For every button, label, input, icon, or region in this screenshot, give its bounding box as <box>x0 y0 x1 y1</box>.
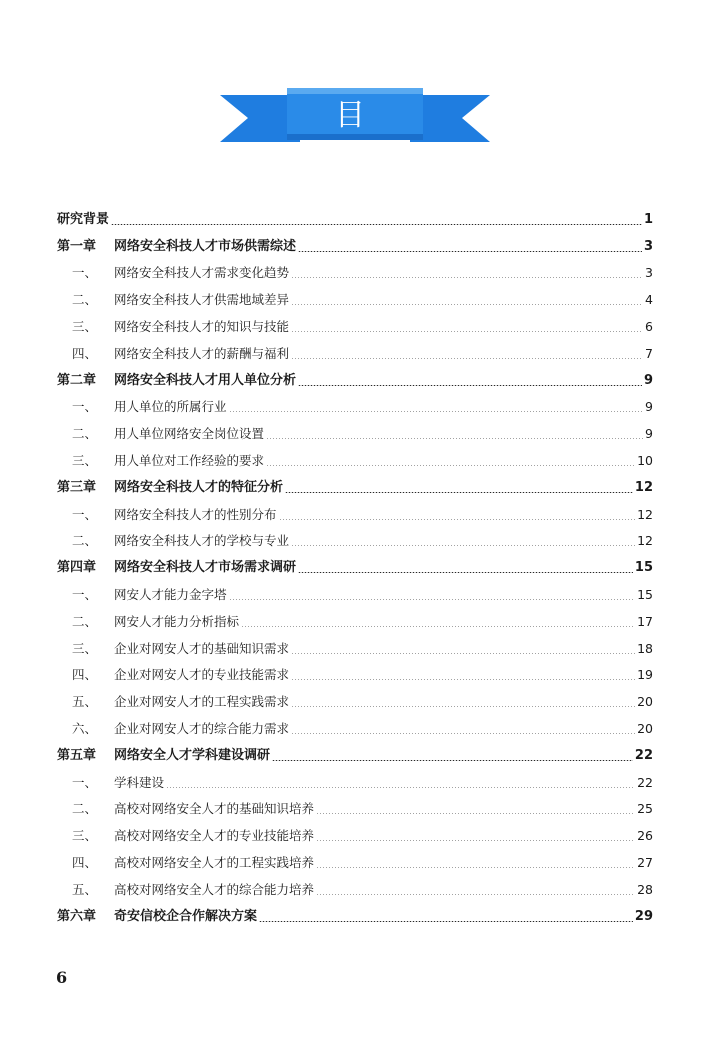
toc-section-entry[interactable] <box>57 871 653 898</box>
toc-entry-page: 25 <box>637 801 653 817</box>
page-number: 6 <box>56 968 68 987</box>
toc-entry-number: 第三章 <box>57 479 97 495</box>
toc-entry-page: 4 <box>645 292 653 308</box>
toc-entry-title: 奇安信校企合作解决方案 <box>114 908 258 924</box>
dot-leader <box>279 519 636 520</box>
toc-entry-number: 三、 <box>72 452 98 468</box>
dot-leader <box>229 599 636 600</box>
toc-entry-title: 学科建设 <box>114 774 165 790</box>
toc-entry-page: 9 <box>643 372 653 388</box>
toc-entry-title: 网络安全科技人才供需地域差异 <box>114 292 290 308</box>
toc-section-entry[interactable] <box>57 603 653 630</box>
toc-entry-title: 企业对网安人才的工程实践需求 <box>114 694 290 710</box>
toc-entry-page: 17 <box>637 613 653 629</box>
ribbon-highlight <box>287 88 423 94</box>
toc-entry-title: 高校对网络安全人才的工程实践培养 <box>114 854 315 870</box>
toc-entry-title: 网络安全科技人才需求变化趋势 <box>114 265 290 281</box>
toc-entry-page: 28 <box>637 881 653 897</box>
toc-entry-number: 一、 <box>72 774 98 790</box>
toc-entry-number: 五、 <box>72 694 98 710</box>
toc-entry-page: 22 <box>634 747 653 763</box>
dot-leader <box>266 465 635 466</box>
toc-entry-title: 网络安全科技人才的性别分布 <box>114 506 277 522</box>
toc-entry-page: 27 <box>637 854 653 870</box>
toc-entry-page: 15 <box>634 560 653 576</box>
toc-entry-page: 19 <box>637 667 653 683</box>
dot-leader <box>298 251 642 252</box>
toc-entry-page: 22 <box>637 774 653 790</box>
toc-entry-number: 二、 <box>72 613 98 629</box>
toc-entry-page: 12 <box>637 506 653 522</box>
toc-section-entry[interactable] <box>57 415 653 442</box>
toc-entry-number: 一、 <box>72 399 98 415</box>
toc-entry-title: 研究背景 <box>57 211 110 227</box>
toc-entry-title: 用人单位的所属行业 <box>114 399 227 415</box>
toc-entry-page: 7 <box>645 345 653 361</box>
toc-section-entry[interactable] <box>57 764 653 791</box>
dot-leader <box>298 385 642 386</box>
toc-chapter-entry[interactable] <box>57 228 653 255</box>
toc-entry-number: 第五章 <box>57 747 97 763</box>
dot-leader <box>241 626 635 627</box>
toc-entry-title: 网络安全人才学科建设调研 <box>114 747 271 763</box>
toc-section-entry[interactable] <box>57 308 653 335</box>
toc-entry-title: 高校对网络安全人才的专业技能培养 <box>114 828 315 844</box>
toc-entry-title: 企业对网安人才的专业技能需求 <box>114 667 290 683</box>
toc-entry-title: 网安人才能力分析指标 <box>114 613 240 629</box>
toc-chapter-entry[interactable] <box>57 469 653 496</box>
toc-entry-title: 网络安全科技人才市场供需综述 <box>114 238 297 254</box>
toc-chapter-entry[interactable] <box>57 362 653 389</box>
dot-leader <box>272 760 633 761</box>
toc-entry-number: 四、 <box>72 667 98 683</box>
dot-leader <box>229 411 643 412</box>
toc-section-entry[interactable] <box>57 335 653 362</box>
toc-section-entry[interactable] <box>57 791 653 818</box>
dot-leader <box>291 733 635 734</box>
toc-entry-number: 五、 <box>72 881 98 897</box>
toc-entry-page: 20 <box>637 720 653 736</box>
toc-entry-title: 网安人才能力金字塔 <box>114 586 227 602</box>
toc-entry-title: 用人单位网络安全岗位设置 <box>114 426 265 442</box>
dot-leader <box>266 438 643 439</box>
toc-section-entry[interactable] <box>57 710 653 737</box>
dot-leader <box>316 813 635 814</box>
toc-entry-page: 12 <box>637 533 653 549</box>
toc-entry-title: 网络安全科技人才的学校与专业 <box>114 533 290 549</box>
toc-entry-number: 三、 <box>72 318 98 334</box>
toc-entry-page: 3 <box>645 265 653 281</box>
toc-entry-title: 网络安全科技人才用人单位分析 <box>114 372 297 388</box>
toc-entry-page: 26 <box>637 828 653 844</box>
toc-chapter-entry[interactable] <box>57 549 653 576</box>
toc-entry-number: 二、 <box>72 292 98 308</box>
toc-entry-page: 12 <box>634 479 653 495</box>
dot-leader <box>316 894 635 895</box>
toc-section-entry[interactable] <box>57 496 653 523</box>
toc-entry-page: 1 <box>643 211 653 227</box>
toc-title: 目 录 <box>326 98 383 173</box>
toc-entry-number: 三、 <box>72 640 98 656</box>
table-of-contents <box>57 201 653 925</box>
toc-section-entry[interactable] <box>57 255 653 282</box>
toc-entry-page: 9 <box>645 426 653 442</box>
toc-entry-number: 二、 <box>72 426 98 442</box>
toc-entry-title: 企业对网安人才的基础知识需求 <box>114 640 290 656</box>
toc-entry-title: 企业对网安人才的综合能力需求 <box>114 720 290 736</box>
toc-entry-title: 高校对网络安全人才的基础知识培养 <box>114 801 315 817</box>
toc-entry-page: 6 <box>645 318 653 334</box>
dot-leader <box>291 331 643 332</box>
dot-leader <box>316 840 635 841</box>
toc-entry-page: 9 <box>645 399 653 415</box>
toc-entry-number: 第六章 <box>57 908 97 924</box>
toc-entry-title: 网络安全科技人才的知识与技能 <box>114 318 290 334</box>
toc-entry-title: 高校对网络安全人才的综合能力培养 <box>114 881 315 897</box>
toc-section-entry[interactable] <box>57 389 653 416</box>
toc-chapter-entry[interactable] <box>57 201 653 228</box>
dot-leader <box>291 304 643 305</box>
toc-entry-title: 网络安全科技人才的薪酬与福利 <box>114 345 290 361</box>
toc-section-entry[interactable] <box>57 576 653 603</box>
toc-entry-number: 第一章 <box>57 238 97 254</box>
toc-section-entry[interactable] <box>57 844 653 871</box>
toc-entry-number: 三、 <box>72 828 98 844</box>
dot-leader <box>291 706 635 707</box>
toc-chapter-entry[interactable] <box>57 898 653 925</box>
toc-section-entry[interactable] <box>57 442 653 469</box>
toc-section-entry[interactable] <box>57 630 653 657</box>
toc-entry-title: 网络安全科技人才市场需求调研 <box>114 560 297 576</box>
dot-leader <box>291 358 643 359</box>
dot-leader <box>291 679 635 680</box>
toc-entry-number: 一、 <box>72 586 98 602</box>
toc-entry-page: 10 <box>637 452 653 468</box>
toc-entry-number: 第四章 <box>57 560 97 576</box>
toc-section-entry[interactable] <box>57 281 653 308</box>
toc-entry-number: 六、 <box>72 720 98 736</box>
toc-entry-page: 18 <box>637 640 653 656</box>
toc-entry-number: 第二章 <box>57 372 97 388</box>
toc-section-entry[interactable] <box>57 817 653 844</box>
toc-entry-title: 用人单位对工作经验的要求 <box>114 452 265 468</box>
dot-leader <box>285 492 633 493</box>
dot-leader <box>111 224 642 225</box>
toc-entry-page: 15 <box>637 586 653 602</box>
dot-leader <box>291 545 635 546</box>
toc-entry-number: 一、 <box>72 265 98 281</box>
toc-section-entry[interactable] <box>57 657 653 684</box>
toc-entry-number: 一、 <box>72 506 98 522</box>
dot-leader <box>316 867 635 868</box>
toc-entry-page: 20 <box>637 694 653 710</box>
toc-section-entry[interactable] <box>57 523 653 550</box>
toc-entry-number: 四、 <box>72 345 98 361</box>
dot-leader <box>291 277 643 278</box>
dot-leader <box>259 921 633 922</box>
toc-entry-page: 3 <box>643 238 653 254</box>
toc-banner <box>0 0 710 173</box>
toc-entry-title: 网络安全科技人才的特征分析 <box>114 479 284 495</box>
toc-entry-page: 29 <box>634 908 653 924</box>
toc-section-entry[interactable] <box>57 683 653 710</box>
dot-leader <box>291 653 635 654</box>
toc-entry-number: 二、 <box>72 533 98 549</box>
dot-leader <box>298 572 633 573</box>
toc-entry-number: 二、 <box>72 801 98 817</box>
toc-chapter-entry[interactable] <box>57 737 653 764</box>
dot-leader <box>166 787 635 788</box>
toc-entry-number: 四、 <box>72 854 98 870</box>
